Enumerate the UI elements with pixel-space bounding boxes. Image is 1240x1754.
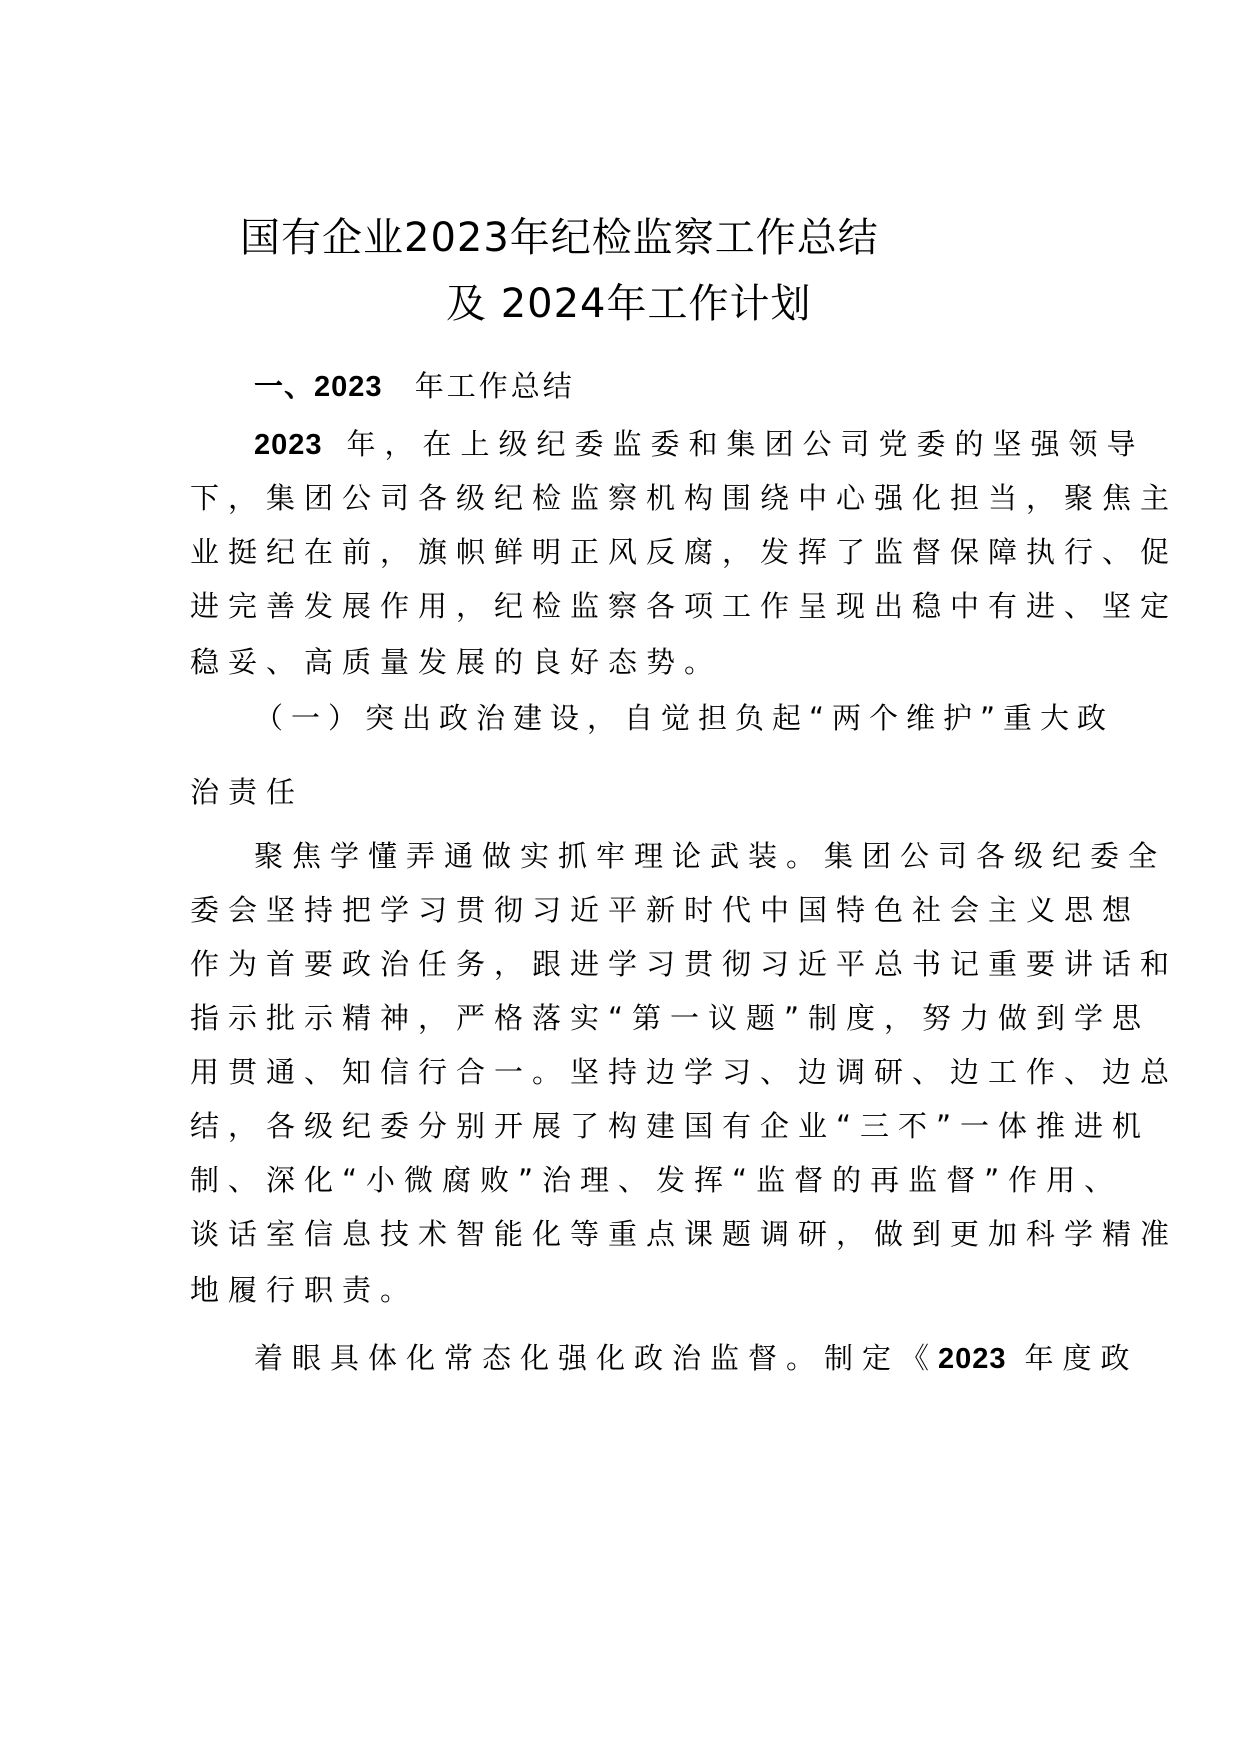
para-1-line-5: 用贯通、知信行合一。坚持边学习、边调研、边工作、边总 — [190, 1055, 1179, 1089]
intro-line-1-text: 年，在上级纪委监委和集团公司党委的坚强领导 — [346, 427, 1145, 461]
para-2-text: 着眼具体化常态化强化政治监督。制定《 — [254, 1341, 939, 1375]
document-title-line-1: 国有企业2023年纪检监察工作总结 — [240, 215, 879, 261]
para-2-line-1 — [254, 1338, 1139, 1379]
para-1-line-4: 指示批示精神，严格落实“第一议题”制度，努力做到学思 — [190, 1001, 1151, 1035]
para-1-line-3: 作为首要政治任务，跟进学习贯彻习近平总书记重要讲话和 — [190, 947, 1179, 981]
para-1-line-9: 地履行职责。 — [190, 1273, 419, 1307]
para-1-line-1: 聚焦学懂弄通做实抓牢理论武装。集团公司各级纪委全 — [254, 839, 1167, 873]
para-2-text-end: 年度政 — [1024, 1341, 1139, 1375]
section-heading-number: 一、2023 — [254, 371, 383, 403]
para-2-year: 2023 — [938, 1343, 1007, 1375]
intro-year: 2023 — [254, 429, 323, 461]
subheading-line-2: 治责任 — [190, 775, 305, 809]
section-heading-text: 年工作总结 — [414, 369, 575, 403]
intro-line-3: 业挺纪在前，旗帜鲜明正风反腐，发挥了监督保障执行、促 — [190, 535, 1179, 569]
title-line-2-text: 及 2024年工作计划 — [446, 281, 812, 327]
subheading-line-1: （一）突出政治建设，自觉担负起“两个维护”重大政 — [254, 701, 1115, 735]
section-heading — [254, 366, 575, 407]
para-1-line-8: 谈话室信息技术智能化等重点课题调研，做到更加科学精准 — [190, 1217, 1179, 1251]
intro-line-4: 进完善发展作用，纪检监察各项工作呈现出稳中有进、坚定 — [190, 589, 1179, 623]
para-1-line-2: 委会坚持把学习贯彻习近平新时代中国特色社会主义思想 — [190, 893, 1141, 927]
intro-line-2: 下，集团公司各级纪检监察机构围绕中心强化担当，聚焦主 — [190, 481, 1179, 515]
document-title-line-2 — [0, 280, 1240, 328]
para-1-line-6: 结，各级纪委分别开展了构建国有企业“三不”一体推进机 — [190, 1109, 1151, 1143]
intro-line-1 — [254, 424, 1145, 465]
para-1-line-7: 制、深化“小微腐败”治理、发挥“监督的再监督”作用、 — [190, 1163, 1123, 1197]
intro-line-5: 稳妥、高质量发展的良好态势。 — [190, 645, 723, 679]
